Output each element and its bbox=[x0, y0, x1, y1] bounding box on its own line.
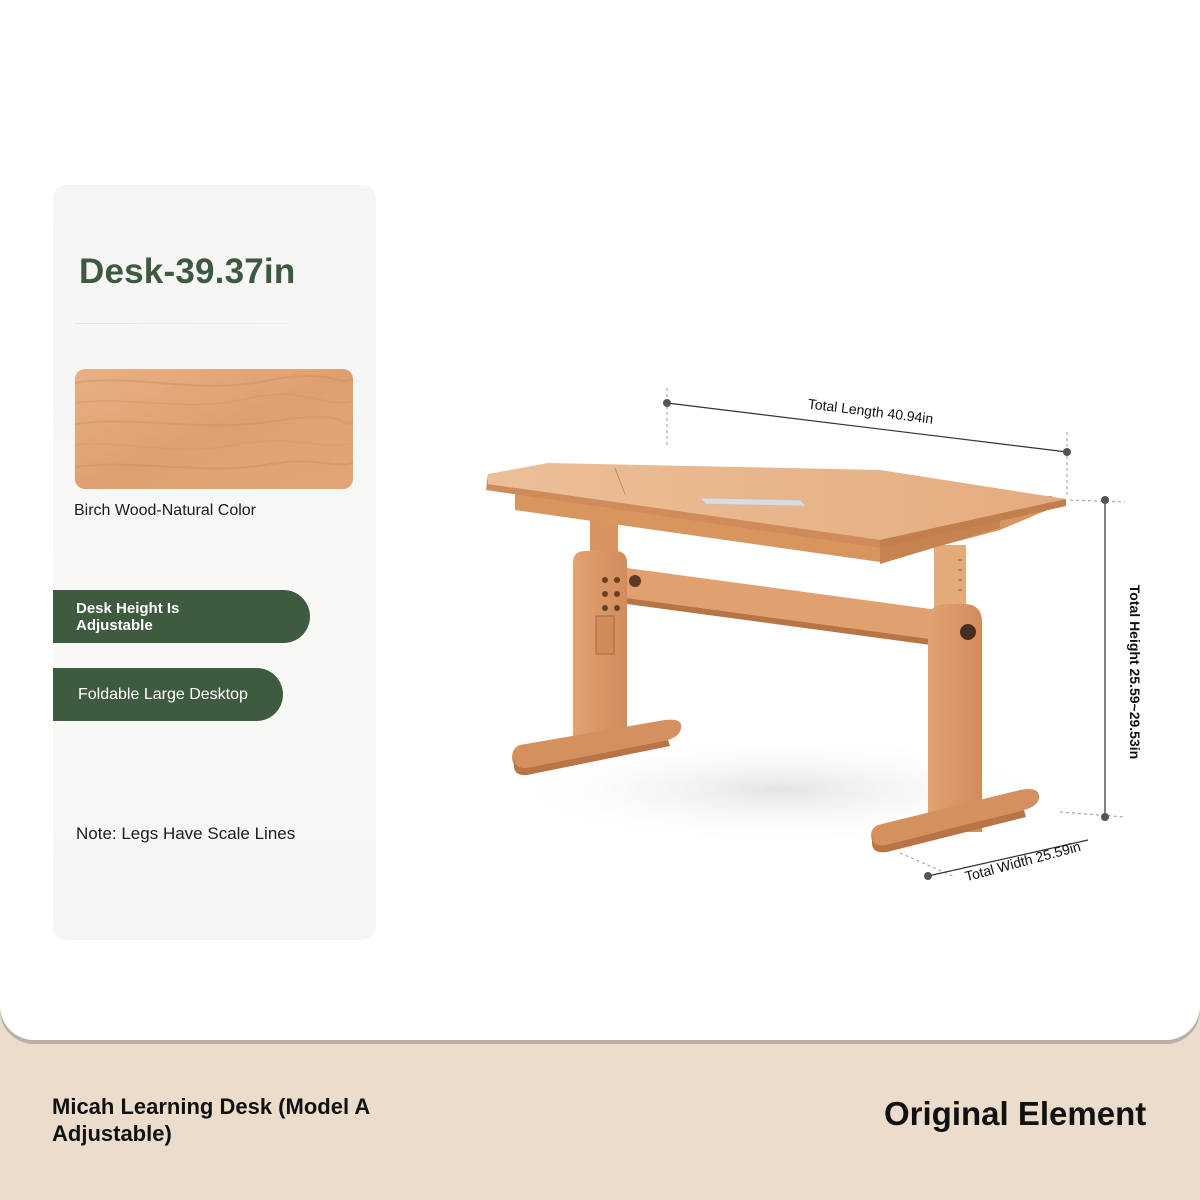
desk-illustration bbox=[460, 370, 1180, 910]
feature-label: Desk Height Is Adjustable bbox=[76, 599, 180, 634]
feature-pill-foldable-desktop bbox=[53, 668, 283, 721]
right-leg bbox=[928, 604, 982, 832]
height-dimension-label: Total Height 25.59~29.53in bbox=[1127, 584, 1143, 760]
scale-lines-note: Note: Legs Have Scale Lines bbox=[76, 824, 296, 843]
wood-swatch[interactable] bbox=[75, 369, 353, 489]
swatch-label: Birch Wood-Natural Color bbox=[74, 502, 256, 519]
brand-name: Original Element bbox=[884, 1095, 1147, 1132]
product-name: Micah Learning Desk (Model A Adjustable) bbox=[52, 1094, 370, 1146]
title-divider bbox=[75, 323, 287, 324]
page-title: Desk-39.37in bbox=[79, 252, 296, 291]
length-dimension-label: Total Length 40.94in bbox=[807, 395, 935, 427]
feature-pill-height-adjustable bbox=[53, 590, 310, 643]
width-dimension-label: Total Width 25.59in bbox=[963, 838, 1083, 885]
feature-label: Foldable Large Desktop bbox=[78, 685, 248, 703]
